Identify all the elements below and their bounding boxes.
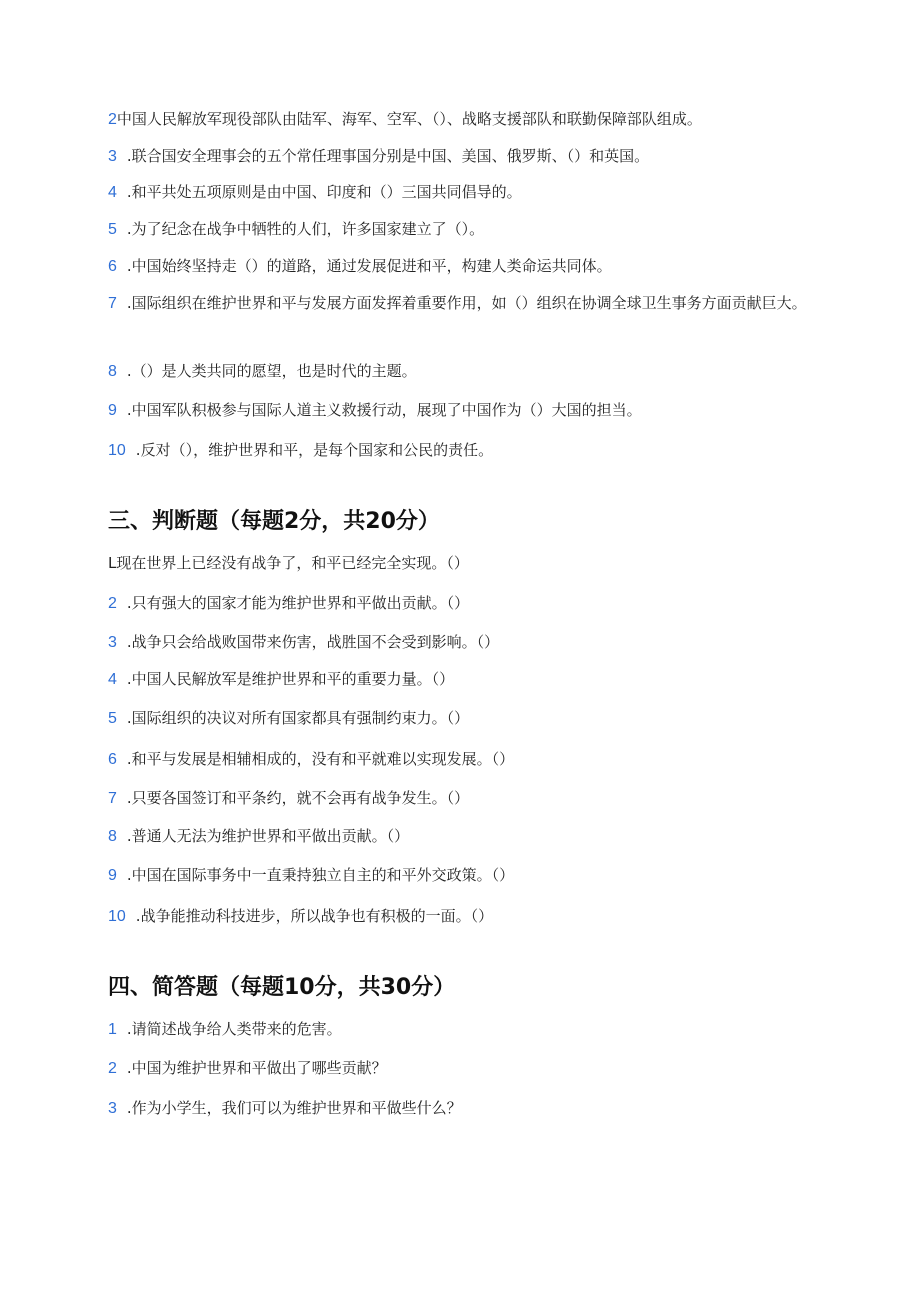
question-text: .为了纪念在战争中牺牲的人们，许多国家建立了（）。 [126, 220, 485, 238]
question-number: 10 [108, 908, 126, 925]
question-number: 9 [108, 867, 117, 884]
question-number: 6 [108, 751, 117, 768]
question-text: .中国军队积极参与国际人道主义救援行动，展现了中国作为（）大国的担当。 [126, 401, 642, 419]
question-number: 3 [108, 148, 117, 165]
question-number: 2 [108, 595, 117, 612]
question-text: 中国人民解放军现役部队由陆军、海军、空军、（）、战略支援部队和联勤保障部队组成。 [116, 110, 702, 128]
question-text: .中国为维护世界和平做出了哪些贡献？ [126, 1059, 387, 1077]
question-text: .（）是人类共同的愿望，也是时代的主题。 [126, 362, 417, 380]
question-text: .请简述战争给人类带来的危害。 [126, 1020, 342, 1038]
tf-question-1 [108, 549, 808, 578]
question-text: L现在世界上已经没有战争了，和平已经完全实现。（） [108, 554, 469, 572]
question-number: 5 [108, 710, 117, 727]
tf-question-2 [108, 589, 808, 618]
tf-question-8 [108, 822, 808, 851]
fill-question-3 [108, 142, 808, 171]
question-number: 1 [108, 1021, 117, 1038]
question-number: 2 [108, 111, 117, 128]
question-number: 2 [108, 1060, 117, 1077]
fill-question-4 [108, 178, 808, 207]
fill-question-2 [108, 105, 808, 134]
tf-question-10 [108, 902, 808, 931]
fill-question-10 [108, 436, 808, 465]
question-number: 7 [108, 790, 117, 807]
question-number: 7 [108, 295, 117, 312]
tf-question-6 [108, 745, 808, 774]
question-number: 3 [108, 1100, 117, 1117]
sa-question-3 [108, 1094, 808, 1123]
question-text: .作为小学生，我们可以为维护世界和平做些什么？ [126, 1099, 462, 1117]
question-number: 4 [108, 671, 117, 688]
tf-question-4 [108, 665, 808, 694]
question-number: 8 [108, 363, 117, 380]
tf-question-3 [108, 628, 808, 657]
question-number: 10 [108, 442, 126, 459]
section-heading-true-false: 三、判断题（每题2分，共20分） [108, 509, 440, 534]
fill-question-7 [108, 289, 808, 318]
question-number: 3 [108, 634, 117, 651]
question-text: .和平与发展是相辅相成的，没有和平就难以实现发展。（） [126, 750, 515, 768]
question-text: .国际组织在维护世界和平与发展方面发挥着重要作用，如（）组织在协调全球卫生事务方面贡献巨大。 [126, 294, 807, 312]
question-number: 5 [108, 221, 117, 238]
tf-question-7 [108, 784, 808, 813]
question-text: .只要各国签订和平条约，就不会再有战争发生。（） [126, 789, 470, 807]
sa-question-2 [108, 1054, 808, 1083]
question-text: .和平共处五项原则是由中国、印度和（）三国共同倡导的。 [126, 183, 522, 201]
sa-question-1 [108, 1015, 808, 1044]
question-text: .反对（），维护世界和平，是每个国家和公民的责任。 [135, 441, 494, 459]
fill-question-6 [108, 252, 808, 281]
section-heading-short-answer: 四、简答题（每题10分，共30分） [108, 975, 456, 1000]
question-text: .中国在国际事务中一直秉持独立自主的和平外交政策。（） [126, 866, 515, 884]
fill-question-5 [108, 215, 808, 244]
question-text: .中国人民解放军是维护世界和平的重要力量。（） [126, 670, 455, 688]
question-text: .普通人无法为维护世界和平做出贡献。（） [126, 827, 410, 845]
question-text: .联合国安全理事会的五个常任理事国分别是中国、美国、俄罗斯、（）和英国。 [126, 147, 650, 165]
question-number: 9 [108, 402, 117, 419]
tf-question-5 [108, 704, 808, 733]
question-text: .中国始终坚持走（）的道路，通过发展促进和平，构建人类命运共同体。 [126, 257, 612, 275]
question-text: .战争能推动科技进步，所以战争也有积极的一面。（） [135, 907, 494, 925]
question-number: 4 [108, 184, 117, 201]
question-number: 8 [108, 828, 117, 845]
question-number: 6 [108, 258, 117, 275]
question-text: .战争只会给战败国带来伤害，战胜国不会受到影响。（） [126, 633, 500, 651]
question-text: .国际组织的决议对所有国家都具有强制约束力。（） [126, 709, 470, 727]
fill-question-8 [108, 357, 808, 386]
fill-question-9 [108, 396, 808, 425]
tf-question-9 [108, 861, 808, 890]
question-text: .只有强大的国家才能为维护世界和平做出贡献。（） [126, 594, 470, 612]
